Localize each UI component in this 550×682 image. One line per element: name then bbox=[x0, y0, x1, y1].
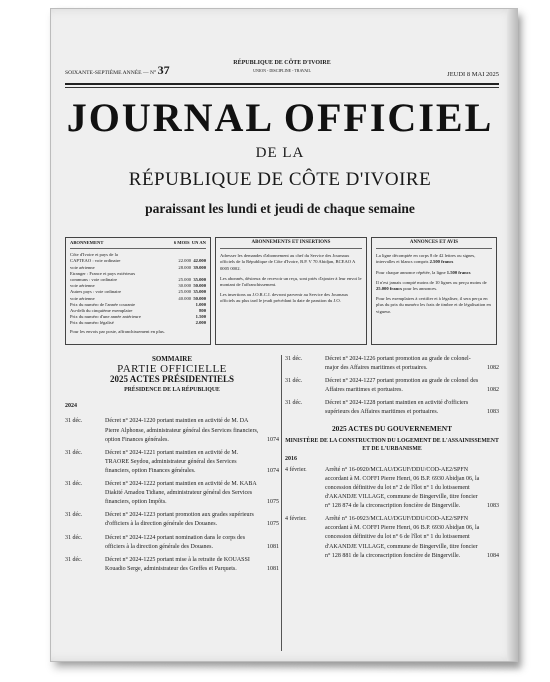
header-line bbox=[65, 59, 499, 81]
entry-page: 1083 bbox=[487, 503, 499, 510]
abonnement-1an: 1.500 bbox=[195, 314, 206, 320]
header-republic: RÉPUBLIQUE DE CÔTE D'IVOIRE UNION - DISCIPLINE - TRAVAIL bbox=[65, 59, 499, 75]
masthead-title: JOURNAL OFFICIEL bbox=[66, 95, 494, 140]
entry-text: Arrêté n° 16-0923/MCLAU/DGUF/DDU/COD-AE2/SPFN accordant à M. COFFI Pierre Henri, 06 B.P. 6930 Abidjan 06, la concession définitive du lot n° 6 de l'îlot n° 1 du lotissement d'AKANDJE VILLAGE, commune de Bingerville, titre foncier n° 128 881 de la circonscription foncière de Bingerville. bbox=[325, 516, 480, 559]
abonnement-label: voie aérienne bbox=[70, 283, 95, 289]
entry-text: Décret n° 2024-1220 portant maintien en activité de M. DA Pierre Alphonse, administrateur général des Services financiers, option Finances générales. bbox=[105, 418, 259, 443]
abonnement-6mois: 40.000 bbox=[178, 295, 192, 301]
abonnement-label: voie aérienne bbox=[70, 295, 95, 301]
abonnement-box bbox=[65, 237, 211, 345]
abonnement-rows bbox=[70, 252, 206, 326]
entry-page: 1084 bbox=[487, 552, 499, 559]
annonces-heading: ANNONCES ET AVIS bbox=[376, 240, 492, 249]
insertions-box bbox=[215, 237, 367, 345]
actes-gouvernement: 2025 ACTES DU GOUVERNEMENT bbox=[331, 423, 453, 433]
annonces-box bbox=[371, 237, 497, 345]
annonces-p4: Pour les exemplaires à certifier et à légaliser, il sera perçu en plus du prix du numéro les frais de timbre et de légalisation en vigueur. bbox=[376, 296, 491, 314]
edition-label: SOIXANTE-SEPTIÈME ANNÉE — N° 37 bbox=[65, 63, 170, 77]
sommaire-entry[interactable] bbox=[65, 534, 279, 552]
left-entries bbox=[65, 417, 279, 573]
sommaire-entry[interactable] bbox=[285, 515, 499, 560]
sommaire-entry[interactable] bbox=[65, 556, 279, 574]
presidence-heading: PRÉSIDENCE DE LA RÉPUBLIQUE bbox=[124, 387, 220, 394]
abonnement-footer: Pour les envois par poste, affranchissement en plus. bbox=[70, 328, 165, 334]
abonnement-label: Etranger : France et pays extérieurs bbox=[70, 270, 136, 276]
abonnement-1an: 42.000 bbox=[193, 258, 206, 264]
annonces-p2: Pour chaque annonce répétée, la ligne 1.500 francs bbox=[376, 269, 471, 275]
entry-text: Arrêté n° 16-0920/MCLAU/DGUF/DDU/COD-AE2/SPFN accordant à M. COFFI Pierre Henri, 06 B.P. 6930 Abidjan 06, la concession définitive du lot n° 2 de l'îlot n° 1 du lotissement d'AKANDJE VILLAGE, commune de Bingerville, titre foncier n° 128 874 de la circonscription foncière de Bingerville. bbox=[325, 466, 480, 510]
abonnement-6mois: 30.000 bbox=[178, 283, 192, 289]
entry-date: 31 déc. bbox=[65, 556, 83, 563]
abonnement-label: Prix du numéro légalisé bbox=[70, 320, 114, 326]
abonnement-label: Au-delà du cinquième exemplaire bbox=[70, 308, 133, 314]
sommaire-entry[interactable] bbox=[285, 399, 499, 417]
entry-date: 31 déc. bbox=[65, 418, 83, 425]
abonnement-6mois: 25.000 bbox=[178, 277, 192, 283]
abonnement-1an: 39.000 bbox=[193, 264, 206, 270]
entry-date: 31 déc. bbox=[65, 512, 83, 519]
actes-presidentiels: 2025 ACTES PRÉSIDENTIELS bbox=[109, 374, 235, 385]
abonnement-label: CAPTEAO : voie ordinaire bbox=[70, 258, 121, 264]
entry-text: Décret n° 2024-1225 portant mise à la retraite de KOUASSI Kouadio Serge, administrateur des Greffes et Parquets. bbox=[105, 556, 250, 572]
abonnement-label: voie aérienne bbox=[70, 264, 95, 270]
entry-page: 1081 bbox=[267, 565, 279, 572]
entry-date: 31 déc. bbox=[65, 481, 83, 488]
abonnement-6mois: 25.000 bbox=[178, 289, 192, 295]
entry-date: 4 février. bbox=[285, 466, 307, 473]
abonnement-label: Côte d'Ivoire et pays de la bbox=[70, 252, 118, 258]
masthead-republique: RÉPUBLIQUE DE CÔTE D'IVOIRE bbox=[128, 169, 432, 190]
right-entries bbox=[285, 355, 499, 418]
annonces-p1: La ligne décomptée en corps 8 de 42 lettres ou signes, intervalles et blancs compris 2.500 francs bbox=[376, 253, 476, 265]
entry-page: 1075 bbox=[267, 521, 279, 528]
entry-date: 31 déc. bbox=[65, 449, 83, 456]
sommaire-entry[interactable] bbox=[65, 417, 279, 444]
abonnement-6mois: 28.000 bbox=[178, 264, 192, 270]
abonnement-1an: 1.000 bbox=[195, 301, 206, 307]
entry-date: 31 déc. bbox=[285, 378, 303, 385]
abonnement-row bbox=[70, 320, 206, 326]
abonnement-1an: 50.000 bbox=[193, 283, 206, 289]
sommaire-entry[interactable] bbox=[65, 449, 279, 476]
sommaire-entry[interactable] bbox=[285, 377, 499, 395]
entry-text: Décret n° 2024-1227 portant promotion au grade de colonel des Affaires maritimes et portuaires. bbox=[325, 378, 479, 394]
sommaire-entry[interactable] bbox=[285, 466, 499, 511]
abonnement-1an: 50.000 bbox=[193, 295, 206, 301]
insertions-heading: ABONNEMENTS ET INSERTIONS bbox=[220, 240, 362, 249]
entry-text: Décret n° 2024-1221 portant maintien en activité de M. TRAORE Seydou, administrateur général des Services financiers, option Finances générales. bbox=[105, 449, 239, 474]
year-heading: 2024 bbox=[65, 403, 77, 410]
insertions-p3: Les insertions au J.O.R.C.I. devront parvenir au Service des Journaux officiels au plus tard le jeudi précédant la date de parution du J.O. bbox=[220, 292, 349, 304]
sommaire-entry[interactable] bbox=[65, 480, 279, 507]
annonces-p3: Il n'est jamais compté moins de 10 lignes ou perçu moins de 25.000 francs pour les annonces. bbox=[376, 279, 487, 292]
entry-page: 1082 bbox=[487, 387, 499, 394]
abonnement-label: Prix du numéro de l'année courante bbox=[70, 301, 135, 307]
entry-page: 1082 bbox=[487, 365, 499, 372]
entry-text: Décret n° 2024-1222 portant maintien en activité de M. KABA Diakité Amadou Tidiane, administrateur général des Services financiers, option Impôts. bbox=[105, 481, 257, 506]
abonnement-1an: 35.000 bbox=[193, 277, 206, 283]
entry-page: 1083 bbox=[487, 409, 499, 416]
abonnement-label: Prix du numéro d'une année antérieure bbox=[70, 314, 141, 320]
entry-text: Décret n° 2024-1223 portant promotion aux grades supérieurs d'officiers à la direction générale des Douanes. bbox=[105, 512, 254, 528]
sommaire-entry[interactable] bbox=[65, 511, 279, 529]
entry-text: Décret n° 2024-1228 portant maintien en activité d'officiers supérieurs des Affaires maritimes et portuaires. bbox=[325, 400, 469, 416]
abonnement-1an: 800 bbox=[199, 308, 206, 314]
abonnement-1an: 2.000 bbox=[195, 320, 206, 326]
entry-text: Décret n° 2024-1226 portant promotion au grade de colonel-major des Affaires maritimes et portuaires. bbox=[325, 356, 471, 372]
abonnement-6mois: 22.000 bbox=[178, 258, 192, 264]
abonnement-header: ABONNEMENT 6 MOIS UN AN bbox=[70, 240, 206, 249]
entry-date: 31 déc. bbox=[285, 400, 303, 407]
entry-page: 1074 bbox=[267, 436, 279, 443]
entry-page: 1081 bbox=[267, 543, 279, 550]
abonnement-label: communs : voie ordinaire bbox=[70, 277, 118, 283]
entry-date: 31 déc. bbox=[285, 356, 303, 362]
entry-text: Décret n° 2024-1224 portant nomination dans le corps des officiers à la direction générale des Douanes. bbox=[105, 534, 246, 550]
masthead-de-la: DE LA bbox=[255, 145, 305, 161]
header-rule-thin bbox=[65, 87, 499, 88]
column-separator bbox=[281, 355, 282, 651]
header-rule bbox=[65, 83, 499, 85]
entry-date: 31 déc. bbox=[65, 534, 83, 541]
issue-date: JEUDI 8 MAI 2025 bbox=[447, 71, 499, 78]
partie-officielle: PARTIE OFFICIELLE bbox=[117, 363, 227, 376]
abonnement-label: Autres pays : voie ordinaire bbox=[70, 289, 122, 295]
entry-date: 4 février. bbox=[285, 516, 307, 523]
entry-page: 1074 bbox=[267, 467, 279, 474]
insertions-p1: Adresser les demandes d'abonnement au chef du Service des Journaux officiels de la République de Côte d'Ivoire, B.P. V 70 Abidjan, BCEAO A 0005 0002. bbox=[220, 253, 356, 271]
motto: UNION - DISCIPLINE - TRAVAIL bbox=[253, 68, 311, 73]
masthead-parution: paraissant les lundi et jeudi de chaque semaine bbox=[145, 201, 415, 216]
ministere-heading: MINISTÈRE DE LA CONSTRUCTION DU LOGEMENT DE L'ASSAINISSEMENT ET DE L'URBANISME bbox=[285, 437, 499, 452]
sommaire-right-column bbox=[285, 355, 499, 565]
sommaire-title: SOMMAIRE bbox=[151, 355, 193, 363]
sommaire-left-column bbox=[65, 355, 279, 578]
journal-page bbox=[50, 8, 518, 662]
entry-page: 1075 bbox=[267, 499, 279, 506]
insertions-p2: Les abonnés, désireux de recevoir un reçu, sont priés d'ajouter à leur envoi le montant de l'affranchissement. bbox=[220, 275, 362, 288]
year2-heading: 2016 bbox=[285, 455, 297, 462]
issue-number: 37 bbox=[157, 63, 170, 77]
gov-entries bbox=[285, 466, 499, 561]
sommaire-entry[interactable] bbox=[285, 355, 499, 373]
abonnement-1an: 35.000 bbox=[193, 289, 206, 295]
